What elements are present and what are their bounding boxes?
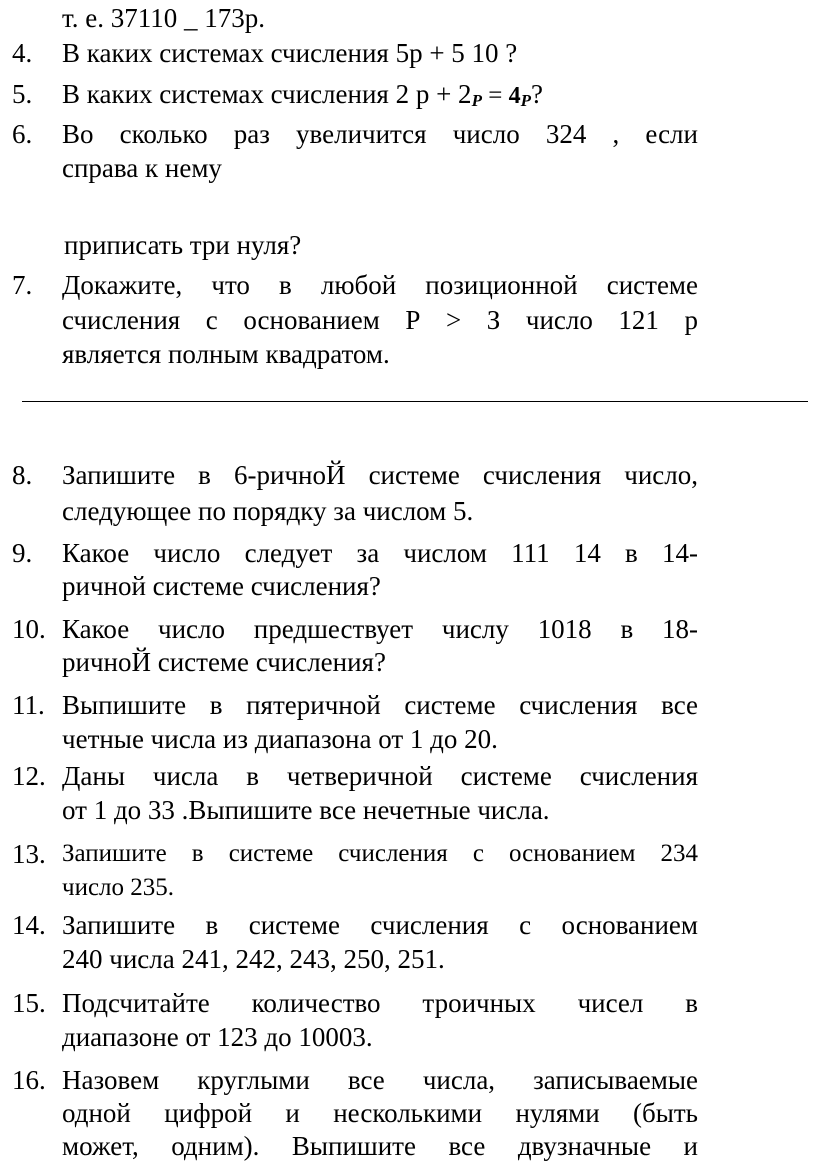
item-number: 8. — [12, 460, 33, 490]
item-text-line: счисления с основанием Р > З число 121 р — [62, 305, 698, 335]
item-number: 16. — [12, 1065, 46, 1095]
item-text-line — [62, 78, 543, 117]
item-text-line: Какое число предшествует числу 1018 в 18- — [62, 614, 698, 644]
digit-four: 4 — [508, 83, 521, 109]
header-line: т. е. 37110 _ 173р. — [62, 3, 266, 33]
item-text-line: следующее по порядку за числом 5. — [62, 496, 474, 526]
item-text-line: 240 числа 241, 242, 243, 250, 251. — [62, 944, 445, 974]
base-subscript: P — [520, 91, 531, 110]
item-text-line: Запишите в системе счисления с основанием 234 — [62, 840, 698, 867]
item-text-line: может, одним). Выпишите все двузначные и — [62, 1131, 698, 1161]
item-text-line: четные числа из диапазона от 1 до 20. — [62, 724, 498, 754]
item-number: 11. — [12, 690, 45, 720]
item-number: 10. — [12, 614, 46, 644]
item-number: 15. — [12, 988, 46, 1018]
item-text-line: от 1 до 33 .Выпишите все нечетные числа. — [62, 795, 550, 825]
item-number: 7. — [12, 270, 33, 300]
item-number: 12. — [12, 761, 46, 791]
item-text-line: Выпишите в пятеричной системе счисления все — [62, 690, 698, 720]
item-text-line: Запишите в 6-ричноЙ системе счисления число, — [62, 460, 698, 490]
base-subscript: P — [471, 91, 482, 110]
item-number: 4. — [12, 38, 33, 68]
item-text-line: диапазоне от 123 до 10003. — [62, 1022, 373, 1052]
question-mark: ? — [530, 79, 543, 109]
item-text-line: Какое число следует за числом 111 14 в 14- — [62, 538, 698, 568]
item-text-line: Даны числа в четверичной системе счисления — [62, 761, 698, 791]
item-text-line: ричноЙ системе счисления? — [62, 647, 386, 677]
item-number: 14. — [12, 910, 46, 940]
item-text-line: Докажите, что в любой позиционной системе — [62, 270, 698, 300]
item-number: 6. — [12, 119, 33, 149]
item-text-line: Назовем круглыми все числа, записываемые — [62, 1065, 698, 1095]
item-text-line: число 235. — [62, 874, 175, 901]
equals-sign: = — [481, 82, 509, 109]
item-text-line: одной цифрой и несколькими нулями (быть — [62, 1098, 698, 1128]
item-number: 13. — [12, 839, 46, 869]
item-text-line: Подсчитайте количество троичных чисел в — [62, 988, 698, 1018]
item-text-line: В каких системах счисления 5р + 5 10 ? — [62, 38, 518, 68]
item-text-line: ричной системе счисления? — [62, 571, 381, 601]
item-text-line: является полным квадратом. — [62, 339, 390, 369]
item-number: 5. — [12, 79, 33, 109]
item-text-line: справа к нему — [62, 153, 222, 183]
item-text: В каких системах счисления 2 р + 2 — [62, 79, 472, 109]
item-text-line: приписать три нуля? — [64, 230, 302, 260]
item-text-line: Запишите в системе счисления с основанием — [62, 910, 698, 940]
section-divider — [22, 401, 808, 402]
item-number: 9. — [12, 538, 33, 568]
item-text-line: Во сколько раз увеличится число 324 , если — [62, 119, 698, 149]
